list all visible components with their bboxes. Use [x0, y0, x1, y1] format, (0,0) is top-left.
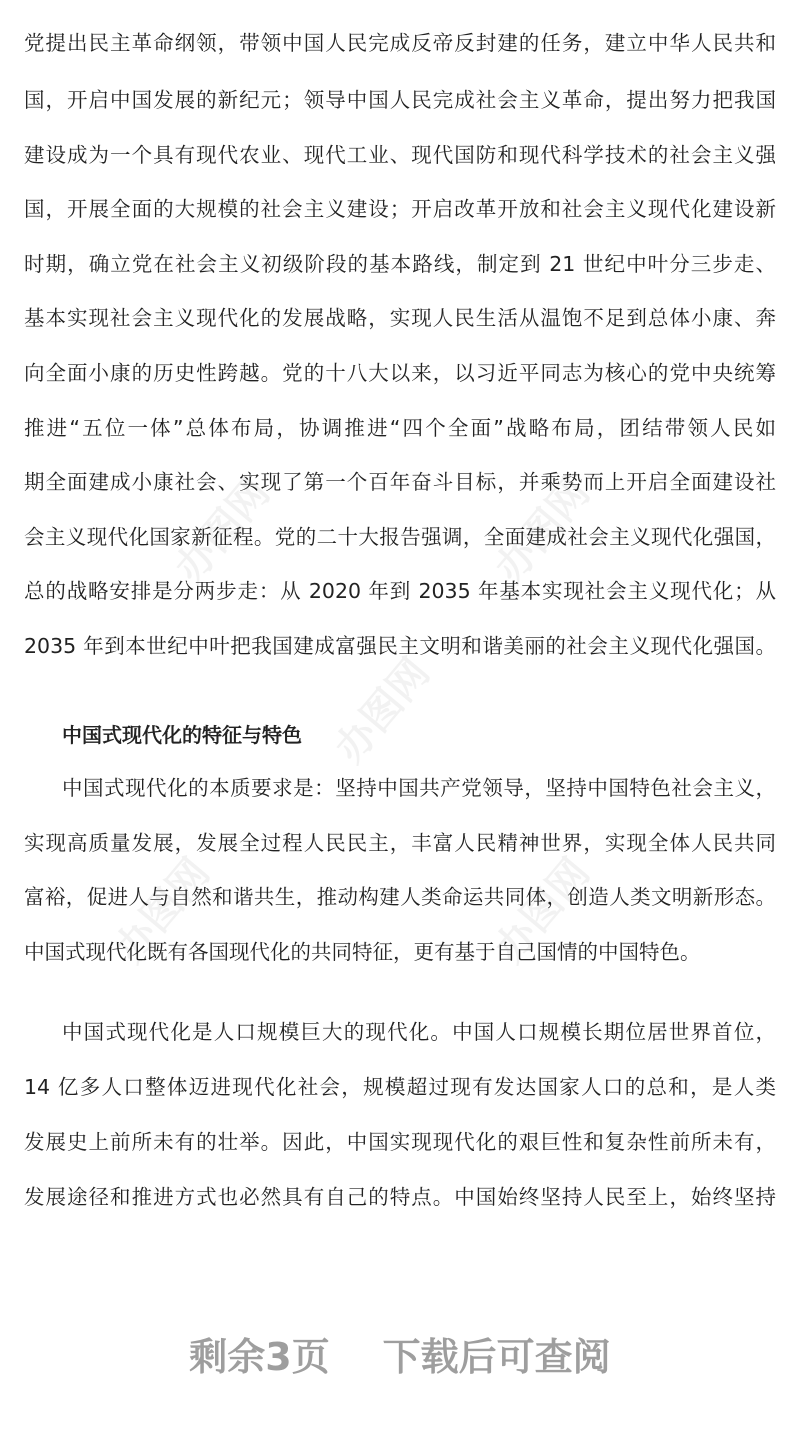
watermark: 办图网 — [326, 650, 439, 772]
remaining-pages-label: 剩余3页 — [189, 1335, 330, 1379]
download-hint-label: 下载后可查阅 — [382, 1335, 611, 1379]
paragraph-line: 党提出民主革命纲领，带领中国人民完成反帝反封建的任务，建立中华人民共和 — [24, 31, 776, 55]
download-prompt[interactable] — [0, 1333, 800, 1381]
paragraph-line: 实现高质量发展，发展全过程人民民主，丰富人民精神世界，实现全体人民共同 — [24, 831, 776, 855]
paragraph-line: 建设成为一个具有现代农业、现代工业、现代国防和现代科学技术的社会主义强 — [24, 143, 776, 167]
section-heading: 中国式现代化的特征与特色 — [62, 723, 302, 747]
paragraph-line: 期全面建成小康社会、实现了第一个百年奋斗目标，并乘势而上开启全面建设社 — [24, 470, 776, 494]
paragraph-line: 会主义现代化国家新征程。党的二十大报告强调，全面建成社会主义现代化强国， — [24, 525, 776, 549]
paragraph-line: 14 亿多人口整体迈进现代化社会，规模超过现有发达国家人口的总和，是人类 — [24, 1075, 776, 1099]
paragraph-line: 总的战略安排是分两步走：从 2020 年到 2035 年基本实现社会主义现代化；从 — [24, 579, 776, 603]
paragraph-line: 推进“五位一体”总体布局，协调推进“四个全面”战略布局，团结带领人民如 — [24, 416, 776, 440]
paragraph-line: 基本实现社会主义现代化的发展战略，实现人民生活从温饱不足到总体小康、奔 — [24, 306, 776, 330]
paragraph-line: 中国式现代化既有各国现代化的共同特征，更有基于自己国情的中国特色。 — [24, 940, 701, 964]
paragraph-line: 发展途径和推进方式也必然具有自己的特点。中国始终坚持人民至上，始终坚持 — [24, 1185, 776, 1209]
paragraph-line: 发展史上前所未有的壮举。因此，中国实现现代化的艰巨性和复杂性前所未有， — [24, 1130, 776, 1154]
paragraph-line: 时期，确立党在社会主义初级阶段的基本路线，制定到 21 世纪中叶分三步走、 — [24, 252, 776, 276]
paragraph-line: 国，开启中国发展的新纪元；领导中国人民完成社会主义革命，提出努力把我国 — [24, 88, 776, 112]
watermark: 办图网 — [486, 470, 599, 592]
watermark: 办图网 — [486, 850, 599, 972]
watermark: 办图网 — [106, 850, 219, 972]
paragraph-line: 中国式现代化的本质要求是：坚持中国共产党领导，坚持中国特色社会主义， — [62, 776, 776, 800]
paragraph-line: 国，开展全面的大规模的社会主义建设；开启改革开放和社会主义现代化建设新 — [24, 197, 776, 221]
paragraph-line: 向全面小康的历史性跨越。党的十八大以来，以习近平同志为核心的党中央统筹 — [24, 361, 776, 385]
paragraph-line: 富裕，促进人与自然和谐共生，推动构建人类命运共同体，创造人类文明新形态。 — [24, 885, 776, 909]
watermark: 办图网 — [166, 470, 279, 592]
paragraph-line: 2035 年到本世纪中叶把我国建成富强民主文明和谐美丽的社会主义现代化强国。 — [24, 634, 776, 658]
paragraph-line: 中国式现代化是人口规模巨大的现代化。中国人口规模长期位居世界首位， — [62, 1020, 776, 1044]
